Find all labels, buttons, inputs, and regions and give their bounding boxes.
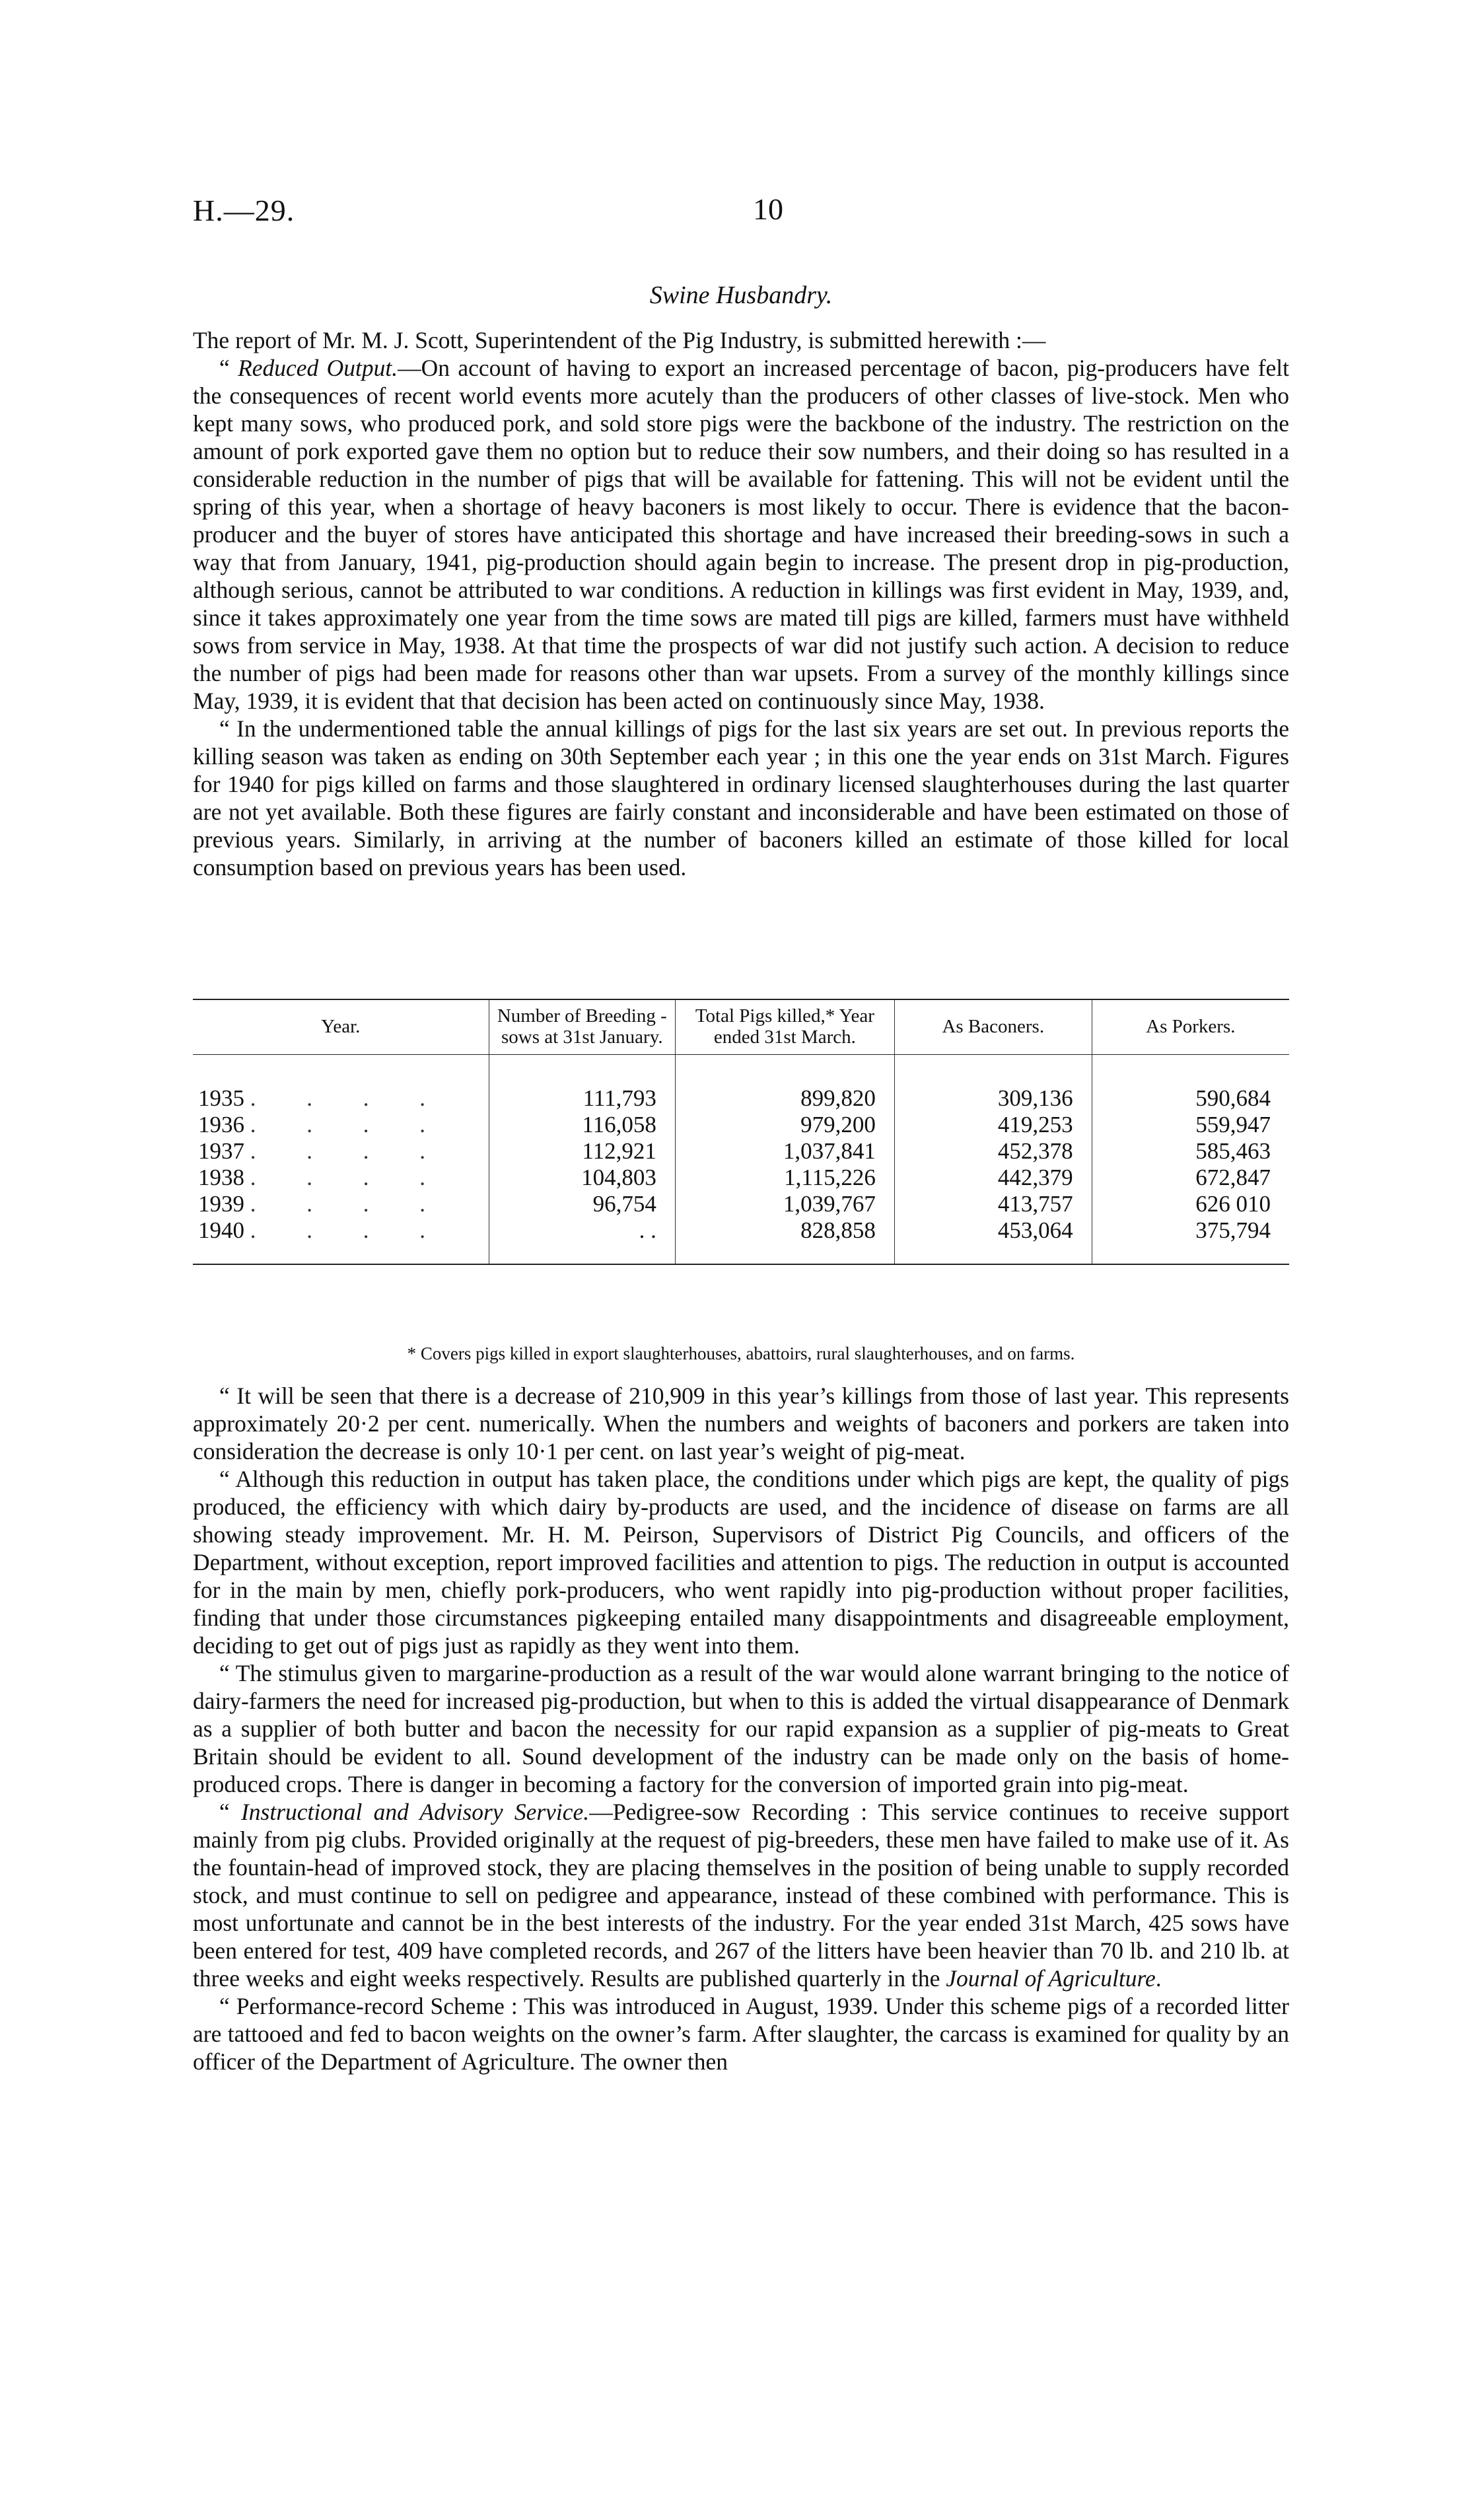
baconers-cell: 309,136 (894, 1055, 1092, 1112)
sows-cell: . . (489, 1217, 675, 1264)
section-title: Swine Husbandry. (649, 281, 833, 309)
instructional-text: —Pedigree-sow Recording : This service continues to receive support mainly from pig clubs. Provided originally at the request of pig-breeders, these men have failed to make use of it. As the fountain-head of improved stock, they are placing themselves in the position of being unable to supply recorded stock, and must continue to sell on pedigree and appearance, instead of these combined with performance. This is most unfortunate and cannot be in the best interests of the industry. For the year ended 31st March, 425 sows have been entered for test, 409 have completed records, and 267 of the litters have been heavier than 70 lb. and 210 lb. at three weeks and eight weeks respectively. Results are published quarterly in the (193, 1799, 1289, 1992)
instructional-lead: Instructional and Advisory Service. (240, 1799, 590, 1825)
leader-dots: . . . . (250, 1165, 448, 1190)
table-row (193, 1112, 1289, 1138)
sows-cell: 96,754 (489, 1191, 675, 1217)
reduced-output-paragraph: “ Reduced Output.—On account of having to export an increased percentage of bacon, pig-producers have felt the consequences of recent world events more acutely than the producers of other classes of live-stock. Men who kept many sows, who produced pork, and sold store pigs were the backbone of the industry. The restriction on the amount of pork exported gave them no option but to reduce their sow numbers, and their doing so has resulted in a considerable reduction in the number of pigs that will be available for fattening. This will not be evident until the spring of this year, when a shortage of heavy baconers is most likely to occur. There is evidence that the bacon-producer and the buyer of stores have anticipated this shortage and have increased their breeding-sows in such a way that from January, 1941, pig-production should again begin to increase. The present drop in pig-production, although serious, cannot be attributed to war conditions. A reduction in killings was first evident in May, 1939, and, since it takes approximately one year from the time sows are mated till pigs are killed, farmers must have withheld sows from service in May, 1938. At that time the prospects of war did not justify such action. A decision to reduce the number of pigs had been made for reasons other than war upsets. From a survey of the monthly killings since May, 1939, it is evident that that decision has been acted on continuously since May, 1938. (193, 355, 1289, 714)
sows-cell: 112,921 (489, 1138, 675, 1165)
year-cell: 1937 (198, 1138, 244, 1164)
total-cell: 1,037,841 (675, 1138, 894, 1165)
instructional-text-end: . (1155, 1965, 1162, 1992)
total-cell: 899,820 (675, 1055, 894, 1112)
leader-dots: . . . . (250, 1191, 448, 1217)
killings-table-wrapper (193, 999, 1289, 1265)
sows-cell: 116,058 (489, 1112, 675, 1138)
lower-text-block (193, 1382, 1289, 2075)
porkers-cell: 590,684 (1092, 1055, 1289, 1112)
table-row (193, 1191, 1289, 1217)
porkers-cell: 672,847 (1092, 1165, 1289, 1191)
baconers-cell: 413,757 (894, 1191, 1092, 1217)
total-cell: 1,115,226 (675, 1165, 894, 1191)
year-cell: 1936 (198, 1112, 244, 1137)
page-number: 10 (753, 192, 783, 226)
journal-title: Journal of Agriculture (946, 1965, 1156, 1992)
porkers-cell: 585,463 (1092, 1138, 1289, 1165)
baconers-cell: 453,064 (894, 1217, 1092, 1264)
leader-dots: . . . . (250, 1217, 448, 1243)
header-breeding-sows: Number of Breeding - sows at 31st January. (489, 999, 675, 1055)
instructional-paragraph: “ Instructional and Advisory Service.—Pedigree-sow Recording : This service continues to receive support mainly from pig clubs. Provided originally at the request of pig-breeders, these men have failed to make use of it. As the fountain-head of improved stock, they are placing themselves in the position of being unable to supply recorded stock, and must continue to sell on pedigree and appearance, instead of these combined with performance. This is most unfortunate and cannot be in the best interests of the industry. For the year ended 31st March, 425 sows have been entered for test, 409 have completed records, and 267 of the litters have been heavier than 70 lb. and 210 lb. at three weeks and eight weeks respectively. Results are published quarterly in the Journal of Agriculture. (193, 1799, 1289, 1992)
year-cell: 1939 (198, 1191, 244, 1217)
porkers-cell: 559,947 (1092, 1112, 1289, 1138)
improvement-paragraph: “ Although this reduction in output has taken place, the conditions under which pigs are kept, the quality of pigs produced, the efficiency with which dairy by-products are used, and the incidence of disease on farms are all showing steady improvement. Mr. H. M. Peirson, Supervisors of District Pig Councils, and officers of the Department, without exception, report improved facilities and attention to pigs. The reduction in output is accounted for in the main by men, chiefly pork-producers, who went rapidly into pig-production without proper facilities, finding that under those circumstances pigkeeping entailed many disappointments and disagreeable employment, deciding to get out of pigs just as rapidly as they went into them. (193, 1466, 1289, 1659)
sows-cell: 104,803 (489, 1165, 675, 1191)
decrease-paragraph: “ It will be seen that there is a decrease of 210,909 in this year’s killings from those of last year. This represents approximately 20·2 per cent. numerically. When the numbers and weights of baconers and porkers are taken into consideration the decrease is only 10·1 per cent. on last year’s weight of pig-meat. (193, 1383, 1289, 1464)
upper-text-block (193, 326, 1289, 881)
total-cell: 828,858 (675, 1217, 894, 1264)
stimulus-paragraph: “ The stimulus given to margarine-production as a result of the war would alone warrant bringing to the notice of dairy-farmers the need for increased pig-production, but when to this is added the virtual disappearance of Denmark as a supplier of both butter and bacon the necessity for our rapid expansion as a supplier of pig-meats to Great Britain should be evident to all. Sound development of the industry can be made only on the basis of home-produced crops. There is danger in becoming a factory for the conversion of imported grain into pig-meat. (193, 1660, 1289, 1797)
total-cell: 1,039,767 (675, 1191, 894, 1217)
performance-paragraph: “ Performance-record Scheme : This was introduced in August, 1939. Under this scheme pigs of a recorded litter are tattooed and fed to bacon weights on the owner’s farm. After slaughter, the carcass is examined for quality by an officer of the Department of Agriculture. The owner then (193, 1993, 1289, 2075)
baconers-cell: 419,253 (894, 1112, 1092, 1138)
total-cell: 979,200 (675, 1112, 894, 1138)
reduced-output-text: —On account of having to export an increased percentage of bacon, pig-producers have felt the consequences of recent world events more acutely than the producers of other classes of live-stock. Men who kept many sows, who produced pork, and sold store pigs were the backbone of the industry. The restriction on the amount of pork exported gave them no option but to reduce their sow numbers, and their doing so has resulted in a considerable reduction in the number of pigs that will be available for fattening. This will not be evident until the spring of this year, when a shortage of heavy baconers is most likely to occur. There is evidence that the bacon-producer and the buyer of stores have anticipated this shortage and have increased their breeding-sows in such a way that from January, 1941, pig-production should again begin to increase. The present drop in pig-production, although serious, cannot be attributed to war conditions. A reduction in killings was first evident in May, 1939, and, since it takes approximately one year from the time sows are mated till pigs are killed, farmers must have withheld sows from service in May, 1938. At that time the prospects of war did not justify such action. A decision to reduce the number of pigs had been made for reasons other than war upsets. From a survey of the monthly killings since May, 1939, it is evident that that decision has been acted on continuously since May, 1938. (193, 355, 1289, 714)
leader-dots: . . . . (250, 1112, 448, 1137)
header-year: Year. (193, 999, 489, 1055)
table-row (193, 1217, 1289, 1264)
report-code: H.—29. (193, 194, 295, 227)
table-row (193, 1138, 1289, 1165)
porkers-cell: 626 010 (1092, 1191, 1289, 1217)
baconers-cell: 442,379 (894, 1165, 1092, 1191)
header-porkers: As Porkers. (1092, 999, 1289, 1055)
table-row (193, 1055, 1289, 1112)
leader-dots: . . . . (250, 1085, 448, 1111)
table-footnote: * Covers pigs killed in export slaughterhouses, abattoirs, rural slaughterhouses, and on farms. (407, 1344, 1075, 1363)
header-baconers: As Baconers. (894, 999, 1092, 1055)
table-row (193, 1165, 1289, 1191)
killings-table (193, 999, 1289, 1265)
sows-cell: 111,793 (489, 1055, 675, 1112)
year-cell: 1935 (198, 1085, 244, 1111)
table-header-row (193, 999, 1289, 1055)
leader-dots: . . . . (250, 1138, 448, 1164)
intro-paragraph: The report of Mr. M. J. Scott, Superintendent of the Pig Industry, is submitted herewith :— (193, 327, 1046, 353)
porkers-cell: 375,794 (1092, 1217, 1289, 1264)
year-cell: 1940 (198, 1217, 244, 1243)
reduced-output-lead: Reduced Output. (238, 355, 398, 381)
baconers-cell: 452,378 (894, 1138, 1092, 1165)
year-cell: 1938 (198, 1165, 244, 1190)
table-intro-paragraph: “ In the undermentioned table the annual killings of pigs for the last six years are set out. In previous reports the killing season was taken as ending on 30th September each year ; in this one the year ends on 31st March. Figures for 1940 for pigs killed on farms and those slaughtered in ordinary licensed slaughterhouses during the last quarter are not yet available. Both these figures are fairly constant and inconsiderable and have been estimated on those of previous years. Similarly, in arriving at the number of baconers killed an estimate of those killed for local consumption based on previous years has been used. (193, 715, 1289, 881)
header-total-pigs: Total Pigs killed,* Year ended 31st March. (675, 999, 894, 1055)
